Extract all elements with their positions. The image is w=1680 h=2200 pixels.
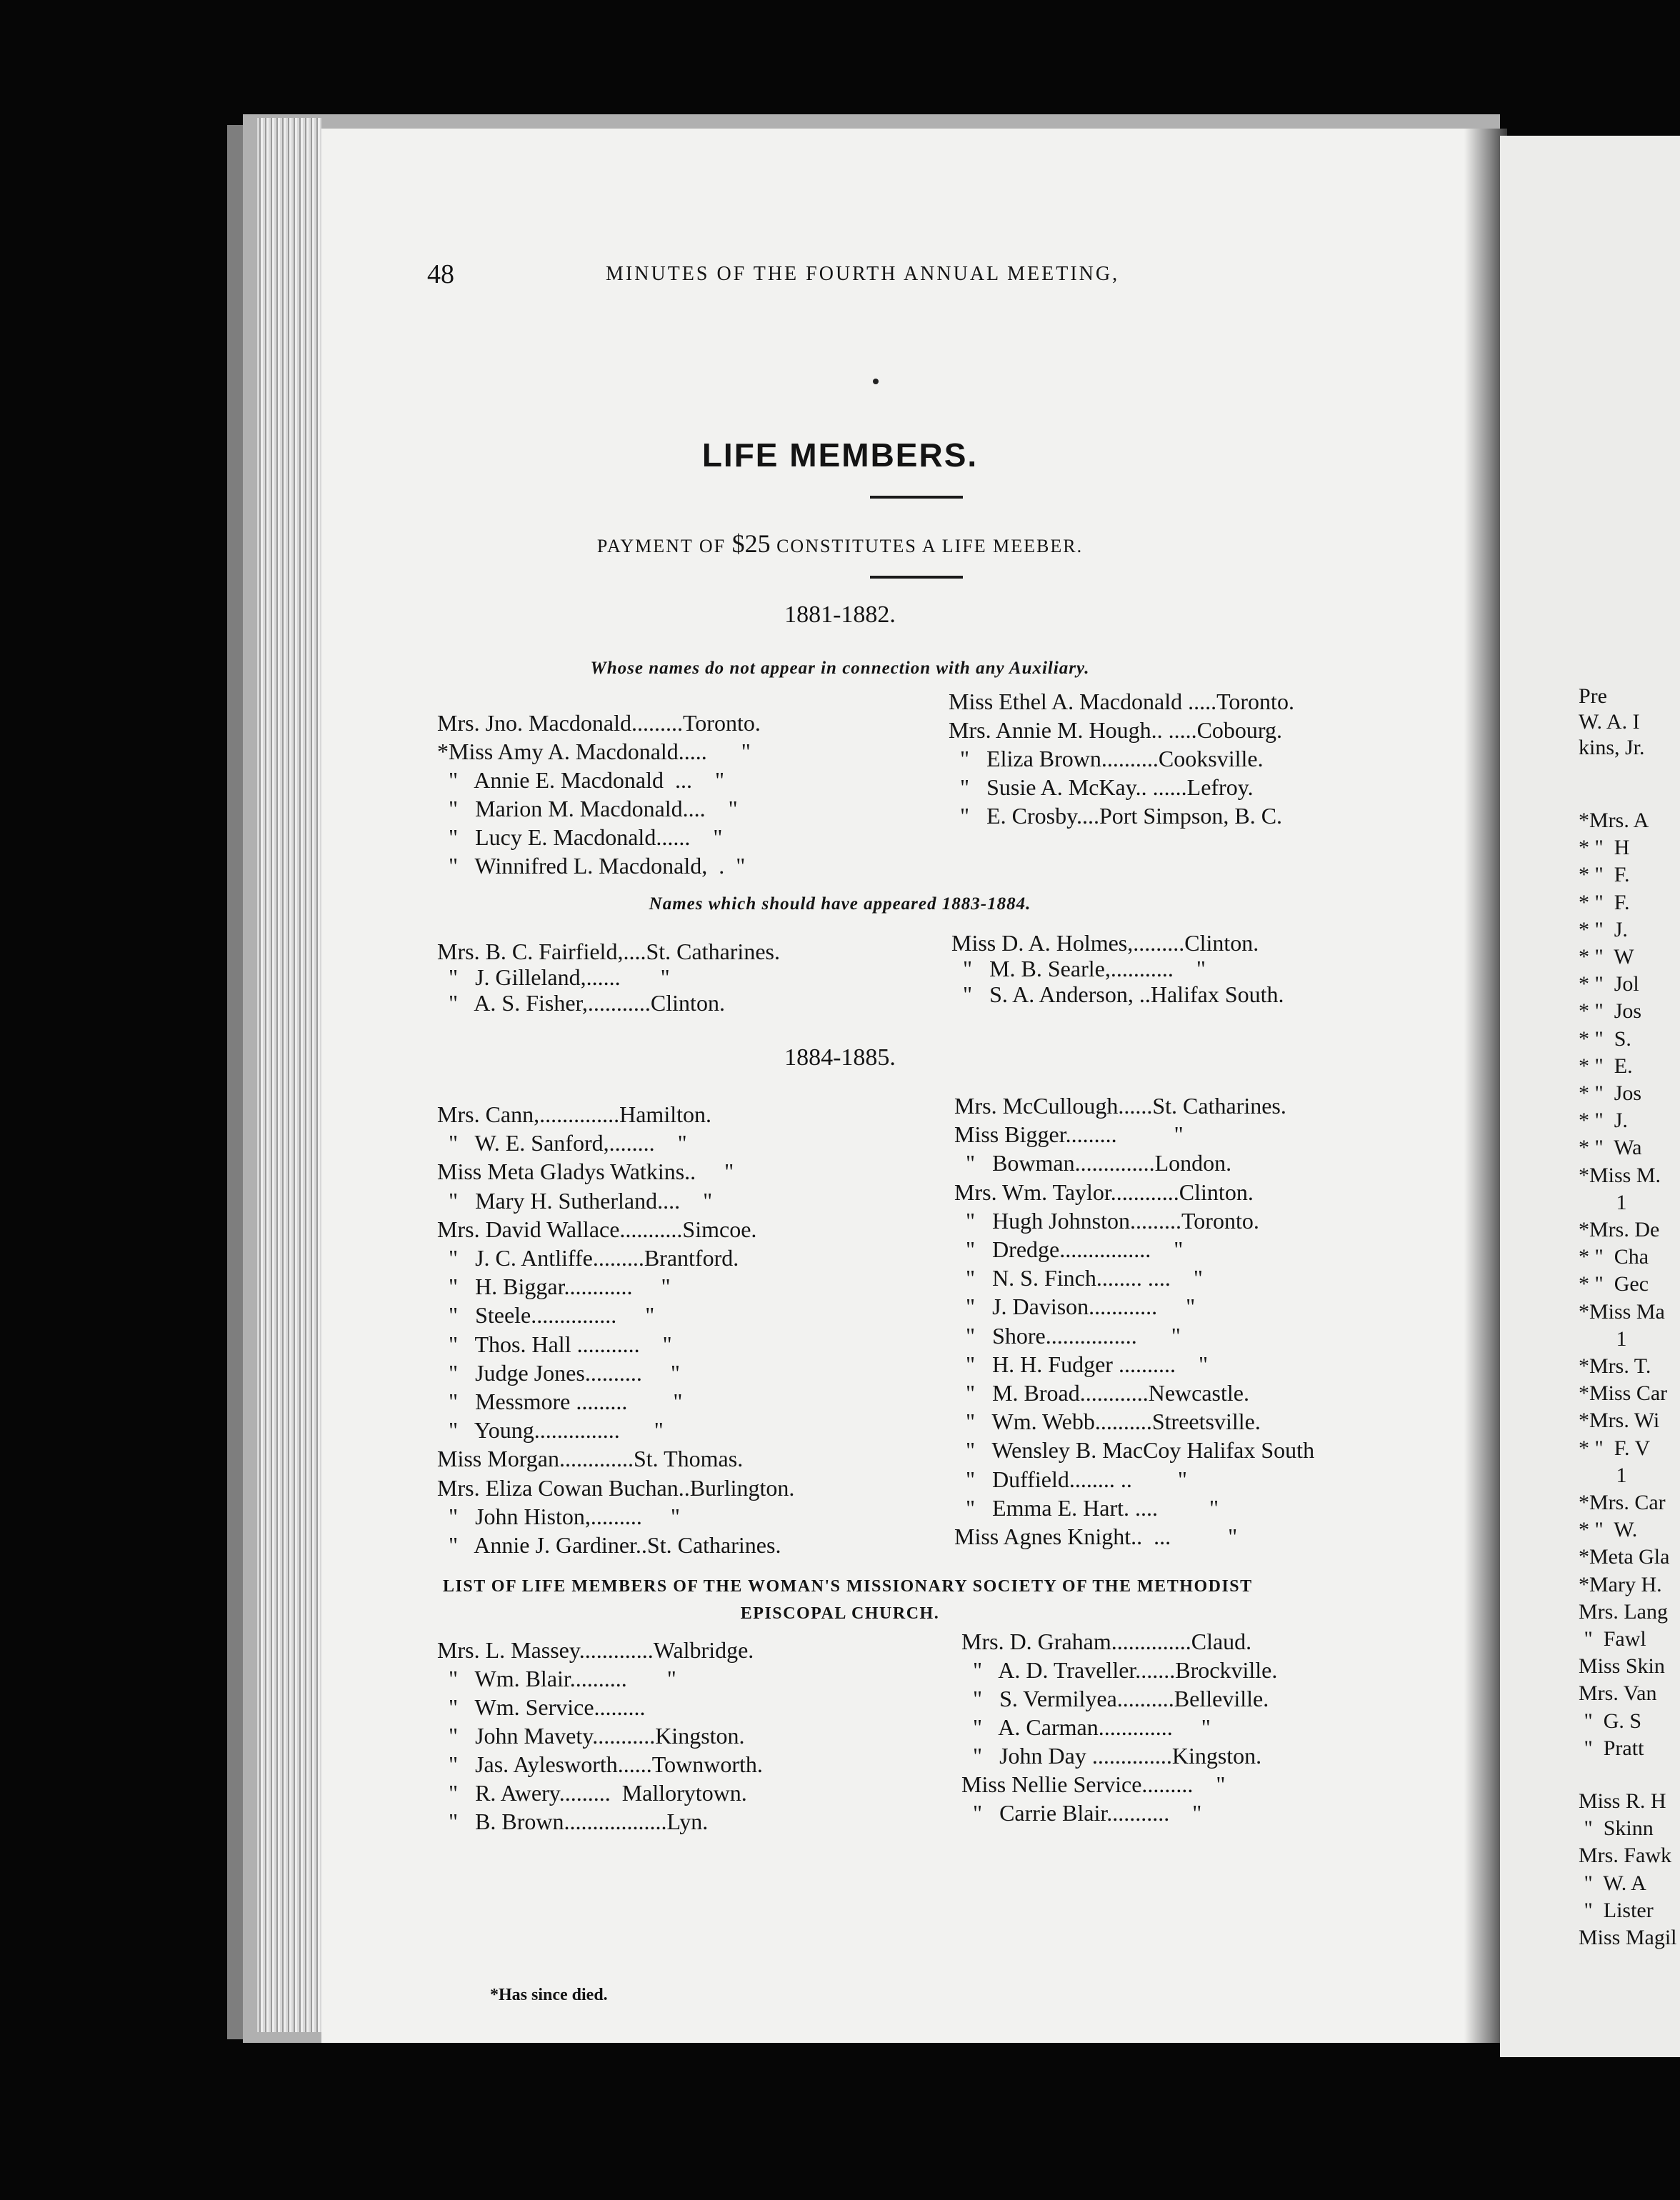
member-entry: " A. Carman............. " bbox=[961, 1714, 1211, 1740]
right-page-line: * " F. bbox=[1579, 863, 1630, 887]
right-page-line: * " F. V bbox=[1579, 1436, 1651, 1460]
member-entry: Mrs. L. Massey.............Walbridge. bbox=[437, 1637, 754, 1663]
member-entry: " N. S. Finch........ .... " bbox=[954, 1265, 1203, 1291]
member-entry: Mrs. Eliza Cowan Buchan..Burlington. bbox=[437, 1474, 795, 1501]
right-page-line: * " F. bbox=[1579, 890, 1630, 914]
member-entry: " Lucy E. Macdonald...... " bbox=[437, 824, 723, 850]
right-page-line: Mrs. Lang bbox=[1579, 1599, 1668, 1624]
member-entry: " J. Gilleland,...... " bbox=[437, 964, 670, 990]
member-entry: " Messmore ......... " bbox=[437, 1389, 683, 1414]
member-entry: " Bowman..............London. bbox=[954, 1150, 1232, 1176]
member-entry: " Eliza Brown..........Cooksville. bbox=[949, 746, 1264, 771]
member-entry: Miss D. A. Holmes,.........Clinton. bbox=[951, 930, 1259, 956]
member-entry: " Wm. Blair.......... " bbox=[437, 1666, 676, 1691]
right-page-line: " Skinn bbox=[1579, 1816, 1654, 1841]
subtitle-after: CONSTITUTES A LIFE MEEBER. bbox=[770, 536, 1084, 556]
right-page-line: *Mrs. Car bbox=[1579, 1491, 1666, 1514]
member-entry: " Steele............... " bbox=[437, 1302, 655, 1329]
right-page-line: * " Jol bbox=[1579, 972, 1639, 996]
member-entry: " A. S. Fisher,...........Clinton. bbox=[437, 990, 725, 1016]
footnote: *Has since died. bbox=[490, 1986, 608, 2004]
member-entry: " M. B. Searle,........... " bbox=[951, 956, 1206, 981]
right-page-line: * " Cha bbox=[1579, 1245, 1649, 1269]
member-entry: " John Day ..............Kingston. bbox=[961, 1743, 1262, 1769]
member-entry: " Duffield........ .. " bbox=[954, 1466, 1187, 1492]
right-page-line: Mrs. Van bbox=[1579, 1681, 1657, 1706]
member-entry: " Shore................ " bbox=[954, 1322, 1181, 1349]
member-entry: Mrs. Jno. Macdonald.........Toronto. bbox=[437, 710, 761, 736]
right-page-line: * " J. bbox=[1579, 917, 1628, 941]
right-page-line: " Lister bbox=[1579, 1898, 1654, 1922]
section-note-no-auxiliary: Whose names do not appear in connection with any Auxiliary. bbox=[590, 659, 1090, 678]
page-title: LIFE MEMBERS. bbox=[701, 436, 979, 474]
member-entry: " E. Crosby....Port Simpson, B. C. bbox=[949, 803, 1283, 829]
member-entry: " Dredge................ " bbox=[954, 1236, 1184, 1262]
member-entry: " Marion M. Macdonald.... " bbox=[437, 796, 738, 821]
member-entry: " John Histon,......... " bbox=[437, 1503, 680, 1529]
member-entry: " S. A. Anderson, ..Halifax South. bbox=[951, 981, 1284, 1007]
member-entry: " M. Broad............Newcastle. bbox=[954, 1380, 1249, 1406]
member-entry: " W. E. Sanford,........ " bbox=[437, 1130, 687, 1156]
member-entry: " Winnifred L. Macdonald, . " bbox=[437, 853, 746, 879]
subtitle-amount: $25 bbox=[731, 529, 771, 558]
member-entry: " Emma E. Hart. .... " bbox=[954, 1494, 1219, 1521]
right-page-line: W. A. I bbox=[1579, 710, 1640, 734]
right-page-line: " W. A bbox=[1579, 1871, 1646, 1895]
right-page-line: *Miss Ma bbox=[1579, 1299, 1665, 1324]
methodist-list-heading: LIST OF LIFE MEMBERS OF THE WOMAN'S MISSIONARY SOCIETY OF THE METHODIST bbox=[443, 1577, 1253, 1596]
member-entry: " Wensley B. MacCoy Halifax South bbox=[954, 1437, 1315, 1464]
right-page-line: *Miss M. bbox=[1579, 1163, 1661, 1187]
right-page-line: " Fawl bbox=[1579, 1627, 1646, 1651]
right-page-line: * " W. bbox=[1579, 1518, 1638, 1542]
member-entry: Mrs. Wm. Taylor............Clinton. bbox=[954, 1179, 1254, 1205]
member-entry: " Annie E. Macdonald ... " bbox=[437, 767, 725, 793]
member-entry: " Wm. Webb..........Streetsville. bbox=[954, 1409, 1261, 1435]
right-page-line: * " J. bbox=[1579, 1109, 1628, 1133]
right-page-line: * " W bbox=[1579, 945, 1634, 969]
member-entry: Miss Bigger......... " bbox=[954, 1121, 1184, 1148]
member-entry: " B. Brown..................Lyn. bbox=[437, 1809, 709, 1834]
member-entry: " Susie A. McKay.. ......Lefroy. bbox=[949, 774, 1254, 800]
right-page-line: *Mrs. De bbox=[1579, 1218, 1660, 1241]
member-entry: Mrs. Annie M. Hough.. .....Cobourg. bbox=[949, 717, 1282, 743]
right-page-line: * " Gec bbox=[1579, 1272, 1649, 1296]
subtitle-before: PAYMENT OF bbox=[596, 536, 732, 556]
right-page-line: 1 bbox=[1579, 1190, 1627, 1214]
right-page-line: Mrs. Fawk bbox=[1579, 1844, 1672, 1868]
member-entry: " Mary H. Sutherland.... " bbox=[437, 1187, 713, 1214]
right-page-line: Miss Magil bbox=[1579, 1926, 1677, 1949]
right-page-line: *Mary H. bbox=[1579, 1572, 1662, 1596]
right-page-line: * " S. bbox=[1579, 1026, 1631, 1051]
member-entry: " J. Davison............ " bbox=[954, 1294, 1196, 1320]
right-page-line: * " Wa bbox=[1579, 1136, 1642, 1160]
member-entry: Miss Meta Gladys Watkins.. " bbox=[437, 1159, 734, 1185]
member-entry: " Jas. Aylesworth......Townworth. bbox=[437, 1751, 763, 1777]
member-entry: " Young............... " bbox=[437, 1417, 664, 1444]
right-page-line: * " H bbox=[1579, 836, 1630, 860]
member-entry: Mrs. D. Graham..............Claud. bbox=[961, 1629, 1252, 1654]
member-entry: Mrs. David Wallace...........Simcoe. bbox=[437, 1216, 757, 1242]
member-entry: Mrs. B. C. Fairfield,....St. Catharines. bbox=[437, 939, 780, 964]
member-entry: " Thos. Hall ........... " bbox=[437, 1331, 672, 1357]
right-page-line: Miss R. H bbox=[1579, 1789, 1666, 1813]
member-entry: Mrs. Cann,..............Hamilton. bbox=[437, 1101, 711, 1127]
right-page-line: *Mrs. A bbox=[1579, 809, 1649, 832]
member-entry: " Wm. Service......... bbox=[437, 1694, 686, 1720]
member-entry: Miss Agnes Knight.. ... " bbox=[954, 1524, 1238, 1549]
right-page-line: Pre bbox=[1579, 684, 1607, 708]
year-heading-1881: 1881-1882. bbox=[784, 601, 896, 628]
member-entry: " A. D. Traveller.......Brockville. bbox=[961, 1657, 1278, 1683]
member-entry: Miss Morgan.............St. Thomas. bbox=[437, 1446, 744, 1472]
right-page-line: *Mrs. Wi bbox=[1579, 1409, 1660, 1433]
right-page-line: 1 bbox=[1579, 1326, 1627, 1351]
member-entry: " S. Vermilyea..........Belleville. bbox=[961, 1686, 1269, 1711]
member-entry: " J. C. Antliffe.........Brantford. bbox=[437, 1245, 739, 1271]
member-entry: " R. Awery......... Mallorytown. bbox=[437, 1780, 747, 1806]
title-rule bbox=[870, 496, 963, 499]
member-entry: " H. Biggar............ " bbox=[437, 1274, 671, 1300]
member-entry: " John Mavety...........Kingston. bbox=[437, 1723, 745, 1749]
section-note-1883: Names which should have appeared 1883-1884. bbox=[649, 894, 1031, 914]
subtitle bbox=[0, 529, 1680, 559]
page-number: 48 bbox=[427, 259, 454, 289]
running-title: MINUTES OF THE FOURTH ANNUAL MEETING, bbox=[606, 263, 1120, 285]
right-page-line: " G. S bbox=[1579, 1709, 1642, 1733]
right-page-line: *Mrs. T. bbox=[1579, 1354, 1651, 1378]
page-edges bbox=[257, 118, 321, 2032]
member-entry: " Annie J. Gardiner..St. Catharines. bbox=[437, 1532, 781, 1558]
methodist-list-heading-line2: EPISCOPAL CHURCH. bbox=[740, 1604, 940, 1623]
right-page-line: kins, Jr. bbox=[1579, 736, 1645, 759]
right-page-line: 1 bbox=[1579, 1463, 1627, 1487]
member-entry: " Hugh Johnston.........Toronto. bbox=[954, 1207, 1259, 1234]
subtitle-rule bbox=[870, 576, 963, 579]
right-page-line: Miss Skin bbox=[1579, 1654, 1665, 1679]
right-page-line: *Meta Gla bbox=[1579, 1545, 1670, 1569]
member-entry: " Judge Jones.......... " bbox=[437, 1359, 680, 1386]
member-entry: Miss Nellie Service......... " bbox=[961, 1771, 1226, 1797]
member-entry: " H. H. Fudger .......... " bbox=[954, 1351, 1208, 1377]
right-page-line: * " E. bbox=[1579, 1054, 1633, 1078]
member-entry: *Miss Amy A. Macdonald..... " bbox=[437, 739, 751, 764]
right-page-line: *Miss Car bbox=[1579, 1381, 1668, 1406]
member-entry: Mrs. McCullough......St. Catharines. bbox=[954, 1093, 1286, 1119]
ornament-dot bbox=[873, 379, 879, 384]
member-entry: " Carrie Blair........... " bbox=[961, 1800, 1202, 1826]
year-heading-1884: 1884-1885. bbox=[784, 1044, 896, 1071]
right-page-line: " Pratt bbox=[1579, 1736, 1644, 1760]
right-page-line: * " Jos bbox=[1579, 1081, 1642, 1105]
right-page-line: * " Jos bbox=[1579, 999, 1642, 1024]
member-entry: Miss Ethel A. Macdonald .....Toronto. bbox=[949, 689, 1294, 714]
